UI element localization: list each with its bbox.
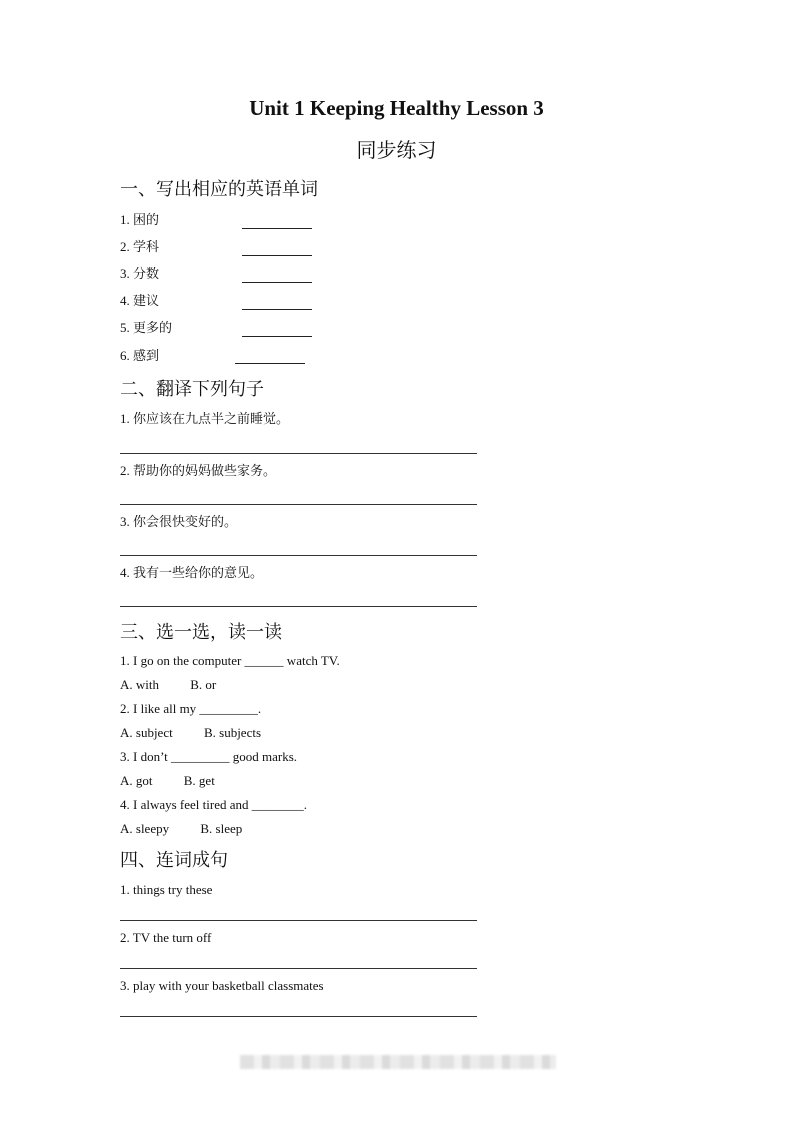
choice-option-a[interactable]: A. got	[120, 773, 153, 788]
vocab-item-num: 4.	[120, 293, 130, 308]
vocab-answer-blank-5[interactable]	[242, 336, 312, 337]
translate-item-num: 3.	[120, 514, 130, 529]
vocab-item-text: 困的	[133, 213, 160, 228]
choice-option-a[interactable]: A. subject	[120, 725, 173, 740]
section1-heading: 一、写出相应的英语单词	[120, 179, 318, 200]
reorder-item-1: 1. things try these	[120, 882, 213, 897]
vocab-item-num: 2.	[120, 239, 130, 254]
choice-options-1	[120, 677, 216, 693]
vocab-item-num: 6.	[120, 348, 130, 363]
vocab-item-text: 分数	[133, 267, 160, 282]
choice-question-4: 4. I always feel tired and ________.	[120, 797, 308, 812]
page-title: Unit 1 Keeping Healthy Lesson 3	[249, 96, 544, 120]
choice-options-2	[120, 725, 261, 741]
section2-heading: 二、翻译下列句子	[120, 379, 264, 400]
vocab-answer-blank-3[interactable]	[242, 282, 312, 283]
section4-heading: 四、连词成句	[120, 850, 228, 871]
vocab-item-num: 1.	[120, 212, 130, 227]
translate-answer-line-3[interactable]	[120, 555, 477, 556]
reorder-answer-line-3[interactable]	[120, 1016, 477, 1017]
vocab-item-4	[120, 293, 159, 310]
choice-option-b[interactable]: B. get	[183, 773, 215, 788]
vocab-answer-blank-6[interactable]	[235, 363, 305, 364]
vocab-answer-blank-4[interactable]	[242, 309, 312, 310]
choice-question-1: 1. I go on the computer ______ watch TV.	[120, 653, 340, 668]
vocab-item-2	[120, 239, 159, 256]
vocab-item-text: 更多的	[133, 321, 173, 336]
vocab-item-num: 5.	[120, 320, 130, 335]
translate-item-text: 我有一些给你的意见。	[133, 566, 264, 581]
vocab-item-num: 3.	[120, 266, 130, 281]
vocab-answer-blank-1[interactable]	[242, 228, 312, 229]
vocab-answer-blank-2[interactable]	[242, 255, 312, 256]
vocab-item-3	[120, 266, 159, 283]
translate-answer-line-4[interactable]	[120, 606, 477, 607]
translate-item-text: 帮助你的妈妈做些家务。	[133, 464, 277, 479]
reorder-answer-line-1[interactable]	[120, 920, 477, 921]
translate-item-4	[120, 565, 263, 582]
choice-question-3: 3. I don’t _________ good marks.	[120, 749, 298, 764]
choice-question-2: 2. I like all my _________.	[120, 701, 262, 716]
translate-item-2	[120, 463, 276, 480]
choice-options-3	[120, 773, 215, 789]
translate-item-num: 2.	[120, 463, 130, 478]
vocab-item-text: 感到	[133, 349, 160, 364]
vocab-item-text: 学科	[133, 240, 160, 255]
translate-item-1	[120, 411, 289, 428]
blurred-footer-watermark	[240, 1055, 556, 1069]
translate-item-3	[120, 514, 237, 531]
translate-answer-line-1[interactable]	[120, 453, 477, 454]
translate-item-num: 4.	[120, 565, 130, 580]
section3-heading: 三、选一选，读一读	[120, 622, 282, 643]
translate-item-num: 1.	[120, 411, 130, 426]
page-subtitle: 同步练习	[356, 138, 437, 162]
choice-option-b[interactable]: B. or	[190, 677, 217, 692]
vocab-item-1	[120, 212, 159, 229]
translate-item-text: 你会很快变好的。	[133, 515, 238, 530]
vocab-item-6	[120, 348, 159, 365]
vocab-item-5	[120, 320, 172, 337]
reorder-answer-line-2[interactable]	[120, 968, 477, 969]
choice-option-a[interactable]: A. with	[120, 677, 159, 692]
choice-options-4	[120, 821, 242, 837]
vocab-item-text: 建议	[133, 294, 160, 309]
choice-option-b[interactable]: B. sleep	[200, 821, 243, 836]
reorder-item-2: 2. TV the turn off	[120, 930, 212, 945]
choice-option-a[interactable]: A. sleepy	[120, 821, 170, 836]
translate-item-text: 你应该在九点半之前睡觉。	[133, 412, 290, 427]
reorder-item-3: 3. play with your basketball classmates	[120, 978, 324, 993]
choice-option-b[interactable]: B. subjects	[203, 725, 262, 740]
translate-answer-line-2[interactable]	[120, 504, 477, 505]
